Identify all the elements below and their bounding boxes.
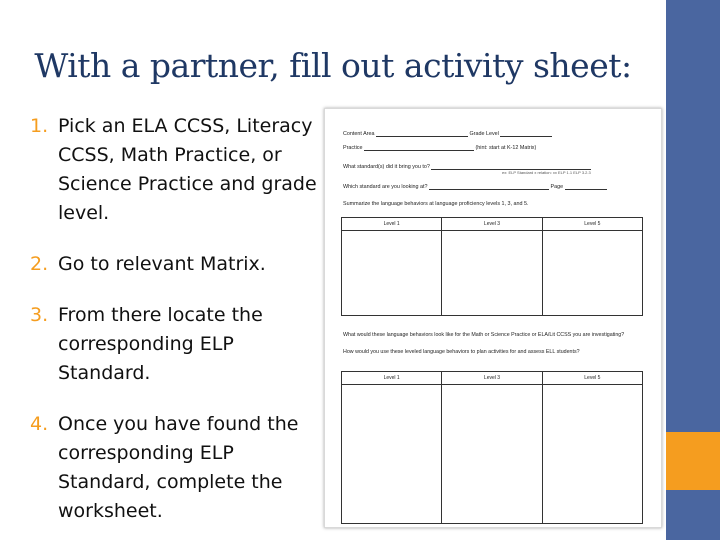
- ws-standard-row: What standard(s) did it bring you to?: [343, 164, 591, 170]
- ws-question-look-like: What would these language behaviors look like for the Math or Science Practice or ELA/Lit CCSS you are investigating?: [343, 332, 625, 338]
- step-number: 4.: [30, 413, 49, 435]
- decorative-accent-block: [666, 432, 720, 490]
- slide-title: With a partner, fill out activity sheet:: [34, 46, 632, 85]
- ws-tiny-note: ex: ELP Standard x relation: xx ELP 1.1 ELP 3.2.3: [502, 170, 591, 175]
- ws-question-use: How would you use these leveled language behaviors to plan activities for and assess ELL students?: [343, 349, 580, 355]
- step-number: 1.: [30, 115, 49, 137]
- list-item: [30, 410, 330, 526]
- ws-summarize: Summarize the language behaviors at language proficiency levels 1, 3, and 5.: [343, 201, 529, 207]
- step-number: 3.: [30, 304, 49, 326]
- ws-content-area-row: Content Area Grade Level: [343, 131, 552, 137]
- step-number: 2.: [30, 253, 49, 275]
- list-item: [30, 250, 330, 279]
- step-text: Once you have found the corresponding ELP Standard, complete the worksheet.: [58, 413, 299, 522]
- list-item: [30, 301, 330, 388]
- ws-table-bottom: Level 1 Level 3 Level 5: [341, 371, 643, 524]
- step-text: Pick an ELA CCSS, Literacy CCSS, Math Practice, or Science Practice and grade level.: [58, 115, 317, 224]
- list-item: [30, 112, 330, 228]
- ws-which-row: Which standard are you looking at? Page: [343, 184, 607, 190]
- step-text: From there locate the corresponding ELP Standard.: [58, 304, 263, 384]
- ws-practice-row: Practice (hint: start at K-12 Matrix): [343, 145, 537, 151]
- ws-table-top: Level 1 Level 3 Level 5: [341, 217, 643, 316]
- step-text: Go to relevant Matrix.: [58, 253, 266, 275]
- instruction-list: [30, 112, 330, 548]
- worksheet-image: [324, 108, 662, 528]
